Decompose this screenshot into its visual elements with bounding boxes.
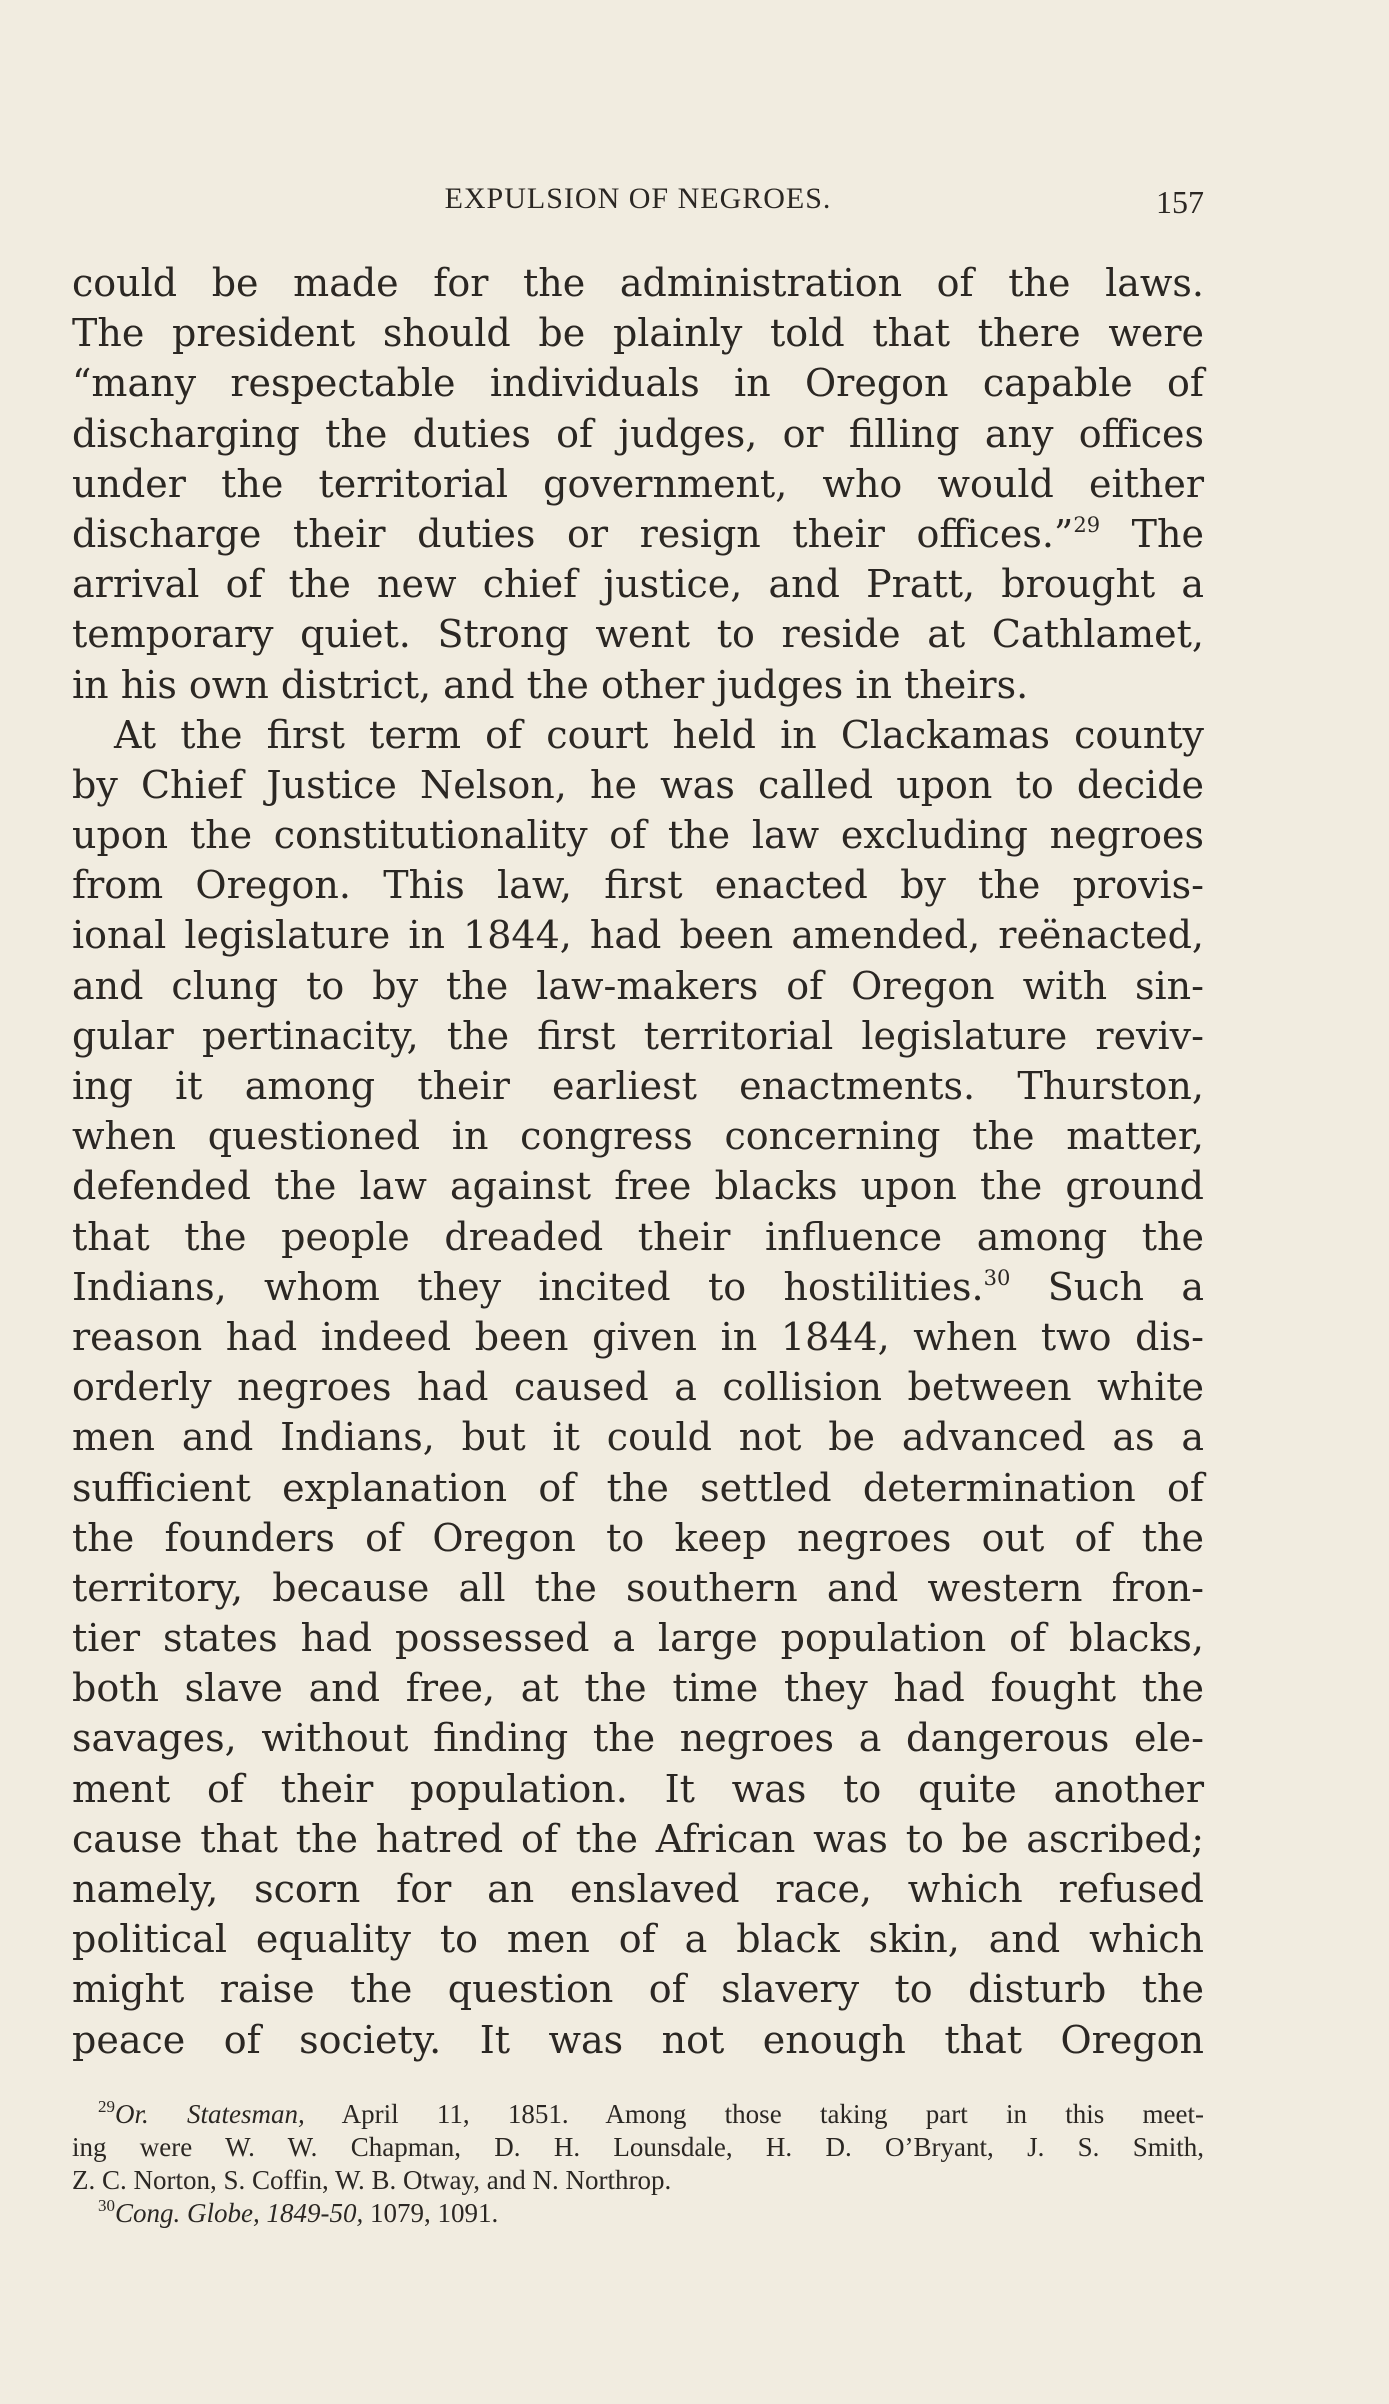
line-text: “many respectable individuals in Oregon capable of (72, 361, 1204, 406)
line-text: when questioned in congress concerning the matter, (72, 1114, 1204, 1159)
line-text: namely, scorn for an enslaved race, which refused (72, 1867, 1204, 1911)
line-text: arrival of the new chief justice, and Pratt, brought a (72, 562, 1204, 607)
text-line (72, 258, 1204, 308)
text-line (72, 559, 1204, 609)
text-line (72, 1513, 1204, 1563)
text-line (72, 1262, 1204, 1312)
citation-title: Cong. Globe, 1849-50, (115, 2198, 364, 2228)
line-text: orderly negroes had caused a collision between white (72, 1365, 1204, 1410)
text-line (72, 1412, 1204, 1462)
text-line (72, 1713, 1204, 1763)
line-text: men and Indians, but it could not be advanced as a (72, 1415, 1204, 1460)
text-line (72, 2015, 1204, 2065)
line-text: ment of their population. It was to quite another (72, 1766, 1204, 1811)
line-text: might raise the question of slavery to disturb the (72, 1967, 1204, 2012)
footnote-number: 30 (98, 2196, 115, 2215)
line-text: under the territorial government, who would either (72, 461, 1204, 506)
line-text: peace of society. It was not enough that Oregon (72, 2017, 1204, 2062)
footnote-line (72, 2164, 1204, 2197)
line-text: territory, because all the southern and western fron- (72, 1565, 1204, 1610)
citation-title: Or. Statesman, (115, 2099, 305, 2129)
footnote-text: April 11, 1851. Among those taking part in this meet- (304, 2099, 1204, 2129)
line-text: upon the constitutionality of the law excluding negroes (72, 813, 1204, 858)
page-number: 157 (1156, 184, 1204, 220)
line-text: reason had indeed been given in 1844, when two dis- (72, 1314, 1204, 1359)
text-line (72, 1362, 1204, 1412)
text-line (72, 1061, 1204, 1111)
text-line (72, 1212, 1204, 1262)
text-line (72, 1111, 1204, 1161)
line-text: discharge their duties or resign their offices.” (72, 511, 1074, 556)
line-text: both slave and free, at the time they had fought the (72, 1666, 1204, 1711)
footnote-number: 29 (98, 2097, 115, 2116)
line-text: ional legislature in 1844, had been amended, reënacted, (72, 913, 1204, 958)
footnote-line (72, 2098, 1204, 2131)
line-text: temporary quiet. Strong went to reside at Cathlamet, (72, 612, 1204, 657)
text-line (72, 760, 1204, 810)
text-line (72, 1011, 1204, 1061)
line-text: the founders of Oregon to keep negroes out of the (72, 1515, 1204, 1560)
body-text (72, 258, 1204, 2065)
line-text: that the people dreaded their influence among the (72, 1214, 1204, 1259)
text-line (72, 860, 1204, 910)
line-text: Indians, whom they incited to hostilities. (72, 1264, 984, 1309)
line-text: ing it among their earliest enactments. Thurston, (72, 1064, 1204, 1108)
footnote-text: 1079, 1091. (363, 2198, 499, 2228)
footnote-marker: 29 (1073, 512, 1101, 537)
text-line (72, 1964, 1204, 2014)
footnote-line (72, 2131, 1204, 2164)
text-line (72, 308, 1204, 358)
line-text-continued: Such a (1010, 1264, 1204, 1309)
footnote-text: Z. C. Norton, S. Coffin, W. B. Otway, and N. Northrop. (72, 2165, 672, 2195)
line-text: sufficient explanation of the settled determination of (72, 1465, 1204, 1510)
line-text: by Chief Justice Nelson, he was called upon to decide (72, 762, 1204, 807)
line-text: from Oregon. This law, first enacted by the provis- (72, 863, 1204, 908)
line-text: defended the law against free blacks upon the ground (72, 1164, 1204, 1209)
text-line (72, 1814, 1204, 1864)
text-line (72, 660, 1204, 710)
page-header (72, 182, 1204, 232)
text-line (72, 810, 1204, 860)
text-line (72, 1764, 1204, 1814)
line-text: in his own district, and the other judges in theirs. (72, 662, 1029, 707)
text-line (72, 1613, 1204, 1663)
text-line (72, 609, 1204, 659)
line-text: At the first term of court held in Clackamas county (114, 712, 1204, 757)
line-text: political equality to men of a black skin, and which (72, 1917, 1204, 1962)
text-line (72, 1914, 1204, 1964)
line-text: discharging the duties of judges, or filling any offices (72, 411, 1204, 456)
line-text: cause that the hatred of the African was to be ascribed; (72, 1816, 1204, 1861)
text-line (72, 409, 1204, 459)
line-text: gular pertinacity, the first territorial legislature reviv- (72, 1013, 1204, 1058)
text-line (72, 1312, 1204, 1362)
footnote-marker: 30 (983, 1265, 1011, 1290)
text-line (72, 509, 1204, 559)
line-text: could be made for the administration of the laws. (72, 261, 1204, 305)
line-text: tier states had possessed a large population of blacks, (72, 1616, 1204, 1661)
text-line (72, 1563, 1204, 1613)
line-text: savages, without finding the negroes a dangerous ele- (72, 1716, 1204, 1761)
text-line (72, 358, 1204, 408)
line-text-continued: The (1100, 511, 1204, 556)
line-text: and clung to by the law-makers of Oregon with sin- (72, 963, 1204, 1008)
text-line (72, 910, 1204, 960)
footnotes (72, 2098, 1204, 2230)
text-line (72, 1463, 1204, 1513)
text-line (72, 459, 1204, 509)
footnote-line (72, 2197, 1204, 2230)
running-head: EXPULSION OF NEGROES. (444, 182, 832, 215)
text-line (72, 1663, 1204, 1713)
text-line (72, 1864, 1204, 1914)
text-line (72, 1161, 1204, 1211)
line-text: The president should be plainly told that there were (72, 311, 1204, 356)
footnote-text: ing were W. W. Chapman, D. H. Lounsdale, H. D. O’Bryant, J. S. Smith, (72, 2132, 1204, 2162)
text-line (72, 961, 1204, 1011)
text-line (72, 710, 1204, 760)
